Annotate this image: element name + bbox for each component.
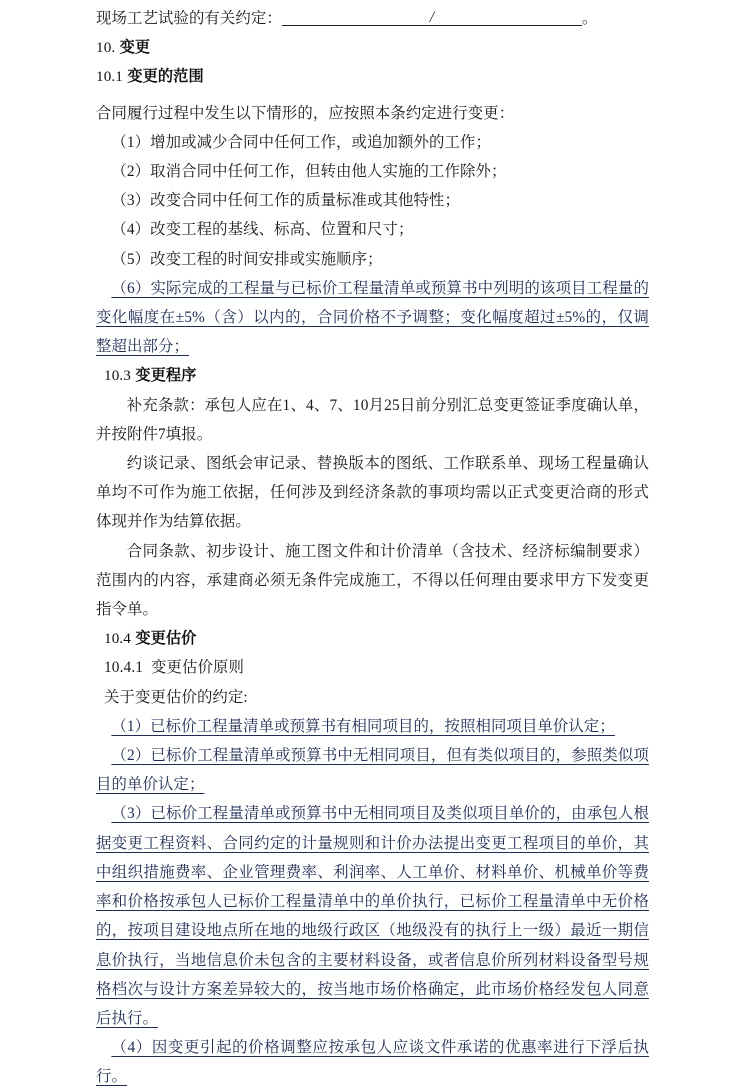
- heading-section-10-3-title: 变更程序: [135, 367, 197, 385]
- heading-section-10-3-number: 10.3: [104, 367, 131, 385]
- paragraph-contract-scope: 合同条款、初步设计、施工图文件和计价清单（含技术、经济标编制要求）范围内的内容，承建商必须无条件完成施工，不得以任何理由要求甲方下发变更指令单。: [96, 542, 649, 619]
- heading-section-10-1-title: 变更的范围: [127, 68, 204, 86]
- heading-section-10-3: [104, 361, 649, 390]
- scope-item-2: （2）取消合同中任何工作，但转由他人实施的工作除外；: [111, 163, 507, 181]
- fill-in-blank[interactable]: [282, 10, 582, 26]
- intro-suffix-text: 。: [581, 10, 598, 27]
- scope-item-6: （6）实际完成的工程量与已标价工程量清单或预算书中列明的该项目工程量的变化幅度在±5%（含）以内的，合同价格不予调整；变化幅度超过±5%的，仅调整超出部分；: [96, 279, 649, 356]
- heading-section-10-4-number: 10.4: [104, 630, 131, 648]
- heading-section-10-1: [96, 62, 649, 91]
- intro-agreement-line: [96, 4, 649, 33]
- scope-item-1: （1）增加或减少合同中任何工作，或追加额外的工作；: [111, 133, 491, 151]
- intro-prefix-text: 现场工艺试验的有关约定：: [96, 10, 282, 27]
- heading-section-10-title: 变更: [119, 39, 151, 57]
- valuation-lead-paragraph: 关于变更估价的约定:: [104, 688, 248, 706]
- heading-section-10-number: 10.: [96, 39, 116, 57]
- heading-section-10-4-1-title: 变更估价原则: [150, 659, 244, 677]
- valuation-item-3: （3）已标价工程量清单或预算书中无相同项目及类似项目单价的，由承包人根据变更工程资料、合同约定的计量规则和计价办法提出变更工程项目的单价，其中组织措施费率、企业管理费率、利润率、人工单价、材料单价、机械单价等费率和价格按承包人已标价工程量清单中的单价执行，已标价工程量清单中无价格的，按项目建设地点所在地的地级行政区（地级没有的执行上一级）最近一期信息价执行，当地信息价未包含的主要材料设备，或者信息价所列材料设备型号规格档次与设计方案差异较大的，按当地市场价格确定，此市场价格经发包人同意后执行。: [96, 805, 649, 1027]
- heading-section-10-4: [104, 624, 649, 653]
- valuation-item-2: （2）已标价工程量清单或预算书中无相同项目，但有类似项目的，参照类似项目的单价认定；: [96, 747, 649, 794]
- valuation-item-1: （1）已标价工程量清单或预算书有相同项目的，按照相同项目单价认定；: [111, 717, 615, 735]
- scope-item-3: （3）改变合同中任何工作的质量标准或其他特性；: [111, 192, 460, 210]
- heading-section-10-4-title: 变更估价: [135, 630, 197, 648]
- heading-section-10-4-1: [104, 653, 649, 682]
- heading-section-10-1-number: 10.1: [96, 68, 123, 86]
- document-body: [96, 4, 649, 1092]
- heading-section-10-4-1-number: 10.4.1: [104, 659, 144, 677]
- valuation-item-4: （4）因变更引起的价格调整应按承包人应谈文件承诺的优惠率进行下浮后执行。: [96, 1039, 649, 1086]
- scope-item-5: （5）改变工程的时间安排或实施顺序；: [111, 250, 383, 268]
- spacer: [96, 92, 649, 99]
- scope-lead-paragraph: 合同履行过程中发生以下情形的，应按照本条约定进行变更：: [96, 104, 515, 122]
- heading-section-10: [96, 33, 649, 62]
- paragraph-supplementary-clause: 补充条款：承包人应在1、4、7、10月25日前分别汇总变更签证季度确认单，并按附件7填报。: [96, 396, 649, 443]
- scope-item-4: （4）改变工程的基线、标高、位置和尺寸；: [111, 221, 414, 239]
- paragraph-meeting-records: 约谈记录、图纸会审记录、替换版本的图纸、工作联系单、现场工程量确认单均不可作为施工依据，任何涉及到经济条款的事项均需以正式变更洽商的形式体现并作为结算依据。: [96, 455, 649, 531]
- fill-in-blank-value: /: [429, 9, 435, 26]
